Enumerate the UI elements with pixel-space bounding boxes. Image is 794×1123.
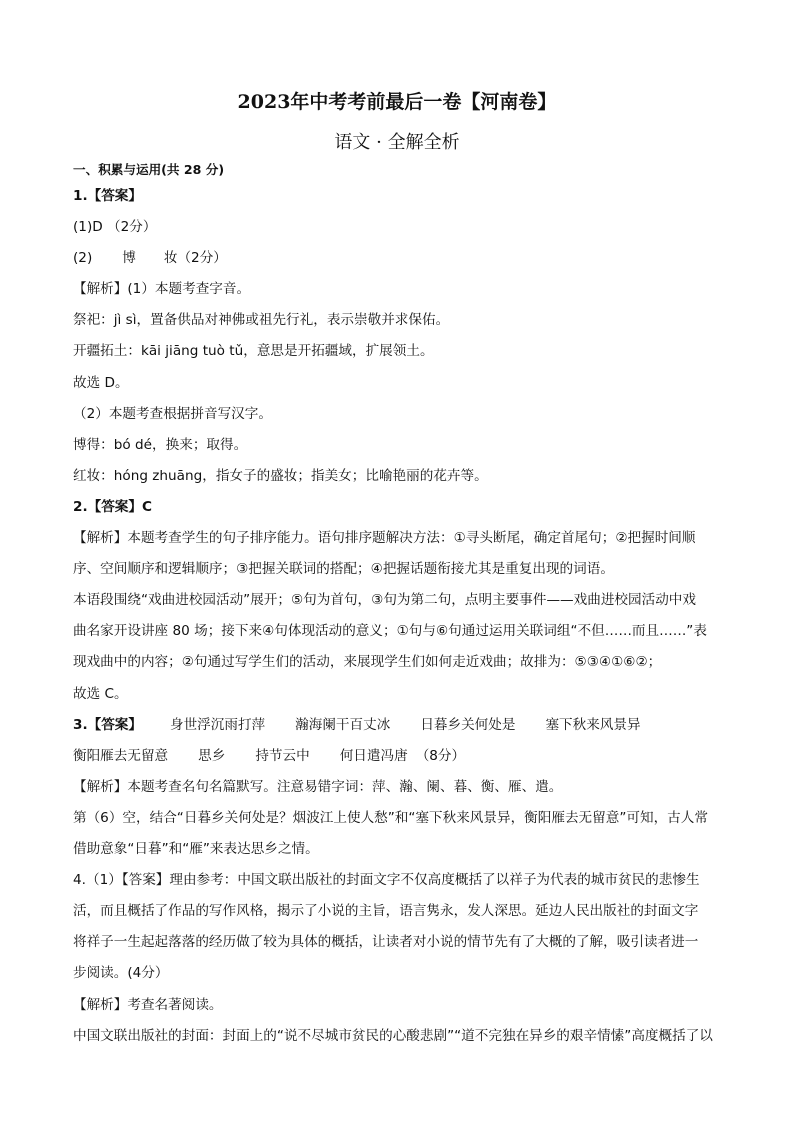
q1-part1-answer: (1)D （2分） xyxy=(73,219,157,235)
q3-answer-item: 身世浮沉雨打萍 xyxy=(170,717,266,733)
q1-jisi-line: 祭祀：jì sì，置备供品对神佛或祖先行礼，表示崇敬并求保佑。 xyxy=(73,312,450,328)
q3-answer-item: 塞下秋来风景异 xyxy=(545,717,641,733)
q3-line: 【解析】本题考查名句名篇默写。注意易错字词：萍、瀚、阑、暮、衡、雁、遣。 xyxy=(73,779,563,795)
q3-answer-row-1 xyxy=(73,715,641,735)
q1-bode-line: 博得：bó dé，换来；取得。 xyxy=(73,437,248,453)
q2-line: 现戏曲中的内容；②句通过写学生们的活动，来展现学生们如何走近戏曲；故排为：⑤③④①⑥②； xyxy=(73,654,662,670)
document-subtitle: 语文 · 全解全析 xyxy=(334,132,460,153)
section-heading: 一、积累与运用(共 28 分) xyxy=(73,162,225,177)
q1-answer-label: 1.【答案】 xyxy=(73,188,142,204)
q4-line: 【解析】考查名著阅读。 xyxy=(73,997,223,1013)
q1-analysis-1: 【解析】(1）本题考查字音。 xyxy=(73,281,251,297)
q2-line: 本语段围绕“戏曲进校园活动”展开；⑤句为首句，③句为第二句，点明主要事件——戏曲进校园活动中戏 xyxy=(73,592,696,608)
q3-answer-item: 日暮乡关何处是 xyxy=(420,717,516,733)
q2-line: 【解析】本题考查学生的句子排序能力。语句排序题解决方法：①寻头断尾，确定首尾句；②把握时间顺 xyxy=(73,530,696,546)
q3-line: 第（6）空，结合“日暮乡关何处是？烟波江上使人愁”和“塞下秋来风景异，衡阳雁去无留意”可知，古人常 xyxy=(73,810,708,826)
q3-answer-label: 3.【答案】 xyxy=(73,717,142,733)
document-title: 2023年中考考前最后一卷【河南卷】 xyxy=(237,91,557,113)
q4-line: 4.（1）【答案】理由参考：中国文联出版社的封面文字不仅高度概括了以祥子为代表的城市贫民的悲惨生 xyxy=(73,872,700,888)
q3-answer-item: 持节云中 xyxy=(255,748,310,764)
q1-kaijiang-line: 开疆拓土：kāi jiāng tuò tǔ，意思是开拓疆域，扩展领土。 xyxy=(73,343,434,359)
q3-answer-row-2 xyxy=(73,746,465,766)
q4-line: 活，而且概括了作品的写作风格，揭示了小说的主旨，语言隽永，发人深思。延边人民出版社的封面文字 xyxy=(73,903,699,919)
q3-line: 借助意象“日暮”和“雁”来表达思乡之情。 xyxy=(73,841,319,857)
q4-line: 将祥子一生起起落落的经历做了较为具体的概括，让读者对小说的情节先有了大概的了解，吸引读者进一 xyxy=(73,934,699,950)
q3-answer-item: 思乡 xyxy=(198,748,226,764)
q3-score: （8分） xyxy=(415,748,466,764)
q3-answer-item: 衡阳雁去无留意 xyxy=(73,748,169,764)
q2-line: 曲名家开设讲座 80 场；接下来④句体现活动的意义；①句与⑥句通过运用关联词组“不但……而且……”表 xyxy=(73,623,707,639)
q2-line: 序、空间顺序和逻辑顺序；③把握关联词的搭配；④把握话题衔接尤其是重复出现的词语。 xyxy=(73,561,614,577)
q1-analysis-2: （2）本题考查根据拼音写汉字。 xyxy=(73,406,272,422)
q2-answer: 2.【答案】C xyxy=(73,499,152,515)
q4-line: 中国文联出版社的封面：封面上的“说不尽城市贫民的心酸悲剧”“道不完独在异乡的艰辛情愫”高度概括了以 xyxy=(73,1028,713,1044)
q2-line: 故选 C。 xyxy=(73,686,128,702)
q1-part2-number: (2) xyxy=(73,250,93,266)
q4-line: 步阅读。(4分） xyxy=(73,965,169,981)
q1-part2-answer xyxy=(73,248,227,268)
q3-answer-item: 何日遣冯唐 xyxy=(339,748,408,764)
q1-part2-answer2: 妆（2分） xyxy=(163,250,227,266)
q1-part2-answer1: 博 xyxy=(122,250,136,266)
q1-choose-line: 故选 D。 xyxy=(73,375,129,391)
q3-answer-item: 瀚海阑干百丈冰 xyxy=(295,717,391,733)
q1-hongzhuang-line: 红妆：hóng zhuāng，指女子的盛妆；指美女；比喻艳丽的花卉等。 xyxy=(73,468,488,484)
